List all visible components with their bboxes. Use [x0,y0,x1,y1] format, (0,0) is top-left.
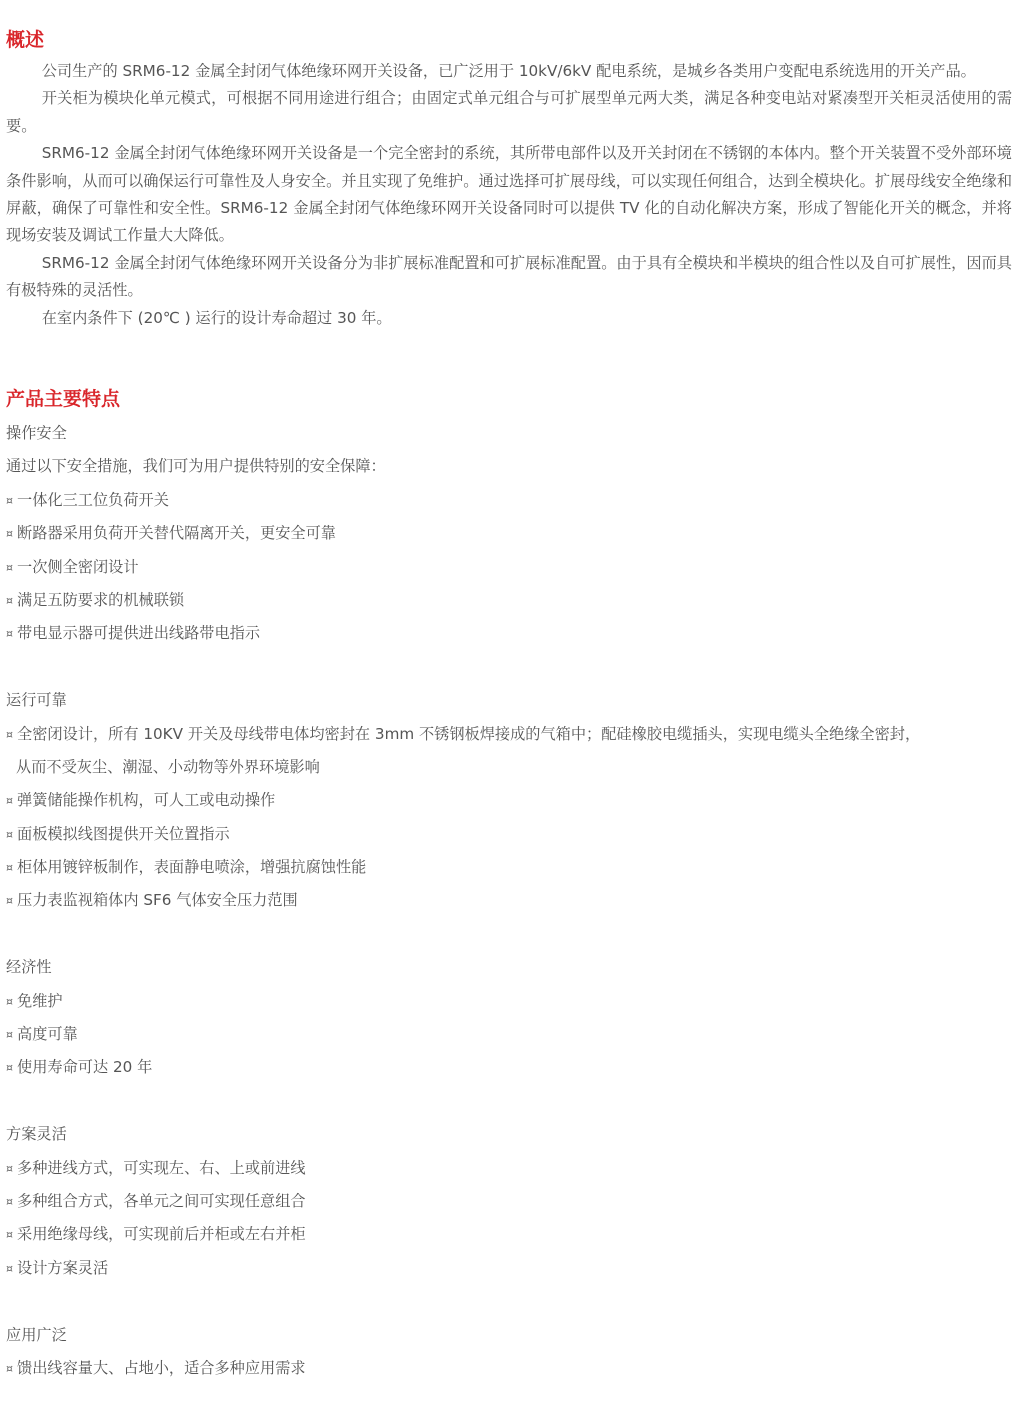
bullet-icon: ¤ [6,827,13,841]
bullet-icon: ¤ [6,527,13,541]
bullet-icon: ¤ [6,1061,13,1075]
bullet-icon: ¤ [6,1228,13,1242]
subsection-heading-economy: 经济性 [6,958,52,977]
list-item: ¤ 压力表监视箱体内 SF6 气体安全压力范围 [6,891,298,910]
bullet-icon: ¤ [6,727,13,741]
subsection-heading-application: 应用广泛 [6,1325,67,1344]
list-item: ¤ 带电显示器可提供进出线路带电指示 [6,624,260,643]
bullet-icon: ¤ [6,994,13,1008]
bullet-icon: ¤ [6,794,13,808]
list-item: ¤ 免维护 [6,991,63,1010]
bullet-icon: ¤ [6,1261,13,1275]
bullet-icon: ¤ [6,1028,13,1042]
subsection-heading-safety: 操作安全 [6,424,67,442]
bullet-icon: ¤ [6,593,13,607]
bullet-icon: ¤ [6,1194,13,1208]
features-title: 产品主要特点 [6,388,121,410]
bullet-icon: ¤ [6,560,13,574]
list-item: ¤ 馈出线容量大、占地小，适合多种应用需求 [6,1358,306,1377]
bullet-icon: ¤ [6,894,13,908]
list-item: ¤ 设计方案灵活 [6,1258,109,1277]
overview-paragraph: 在室内条件下 (20℃ ) 运行的设计寿命超过 30 年。 [41,308,392,327]
features-list [6,419,1012,1387]
spacer [6,1287,1012,1320]
list-item: ¤ 断路器采用负荷开关替代隔离开关，更安全可靠 [6,524,336,543]
overview-title: 概述 [6,29,45,51]
list-item: ¤ 多种组合方式，各单元之间可实现任意组合 [6,1191,306,1210]
overview-paragraph: SRM6-12 金属全封闭气体绝缘环网开关设备分为非扩展标准配置和可扩展标准配置。由于具有全模块和半模块的组合性以及自可扩展性，因而具有极特殊的灵活性。 [6,253,1012,300]
list-item: ¤ 全密闭设计，所有 10KV 开关及母线带电体均密封在 3mm 不锈钢板焊接成的气箱中；配硅橡胶电缆插头，实现电缆头全绝缘全密封， [6,724,921,743]
list-item: ¤ 弹簧储能操作机构，可人工或电动操作 [6,791,276,810]
bullet-icon: ¤ [6,1161,13,1175]
list-item: ¤ 柜体用镀锌板制作，表面静电喷涂，增强抗腐蚀性能 [6,858,367,877]
subsection-heading-flexibility: 方案灵活 [6,1125,67,1144]
bullet-icon: ¤ [6,627,13,641]
spacer [6,1087,1012,1120]
overview-paragraph: 开关柜为模块化单元模式，可根据不同用途进行组合；由固定式单元组合与可扩展型单元两大类，满足各种变电站对紧凑型开关柜灵活使用的需要。 [6,89,1012,135]
overview-paragraph: SRM6-12 金属全封闭气体绝缘环网开关设备是一个完全密封的系统，其所带电部件以及开关封闭在不锈钢的本体内。整个开关装置不受外部环境条件影响，从而可以确保运行可靠性及人身安全。并且实现了免维护。通过选择可扩展母线，可以实现任何组合，达到全模块化。扩展母线安全绝缘和屏蔽，确保了可靠性和安全性。SRM6-12 金属全封闭气体绝缘环网开关设备同时可以提供 TV 化的自动化解决方案，形成了智能化开关的概念，并将现场安装及调试工作量大大降低。 [6,144,1012,245]
list-item: ¤ 使用寿命可达 20 年 [6,1058,153,1077]
bullet-icon: ¤ [6,1361,13,1375]
list-item: ¤ 面板模拟线图提供开关位置指示 [6,824,230,843]
bullet-icon: ¤ [6,861,13,875]
overview-paragraph: 公司生产的 SRM6-12 金属全封闭气体绝缘环网开关设备，已广泛用于 10kV/6kV 配电系统，是城乡各类用户变配电系统选用的开关产品。 [41,62,976,80]
spacer [6,920,1012,953]
safety-intro: 通过以下安全措施，我们可为用户提供特别的安全保障： [6,457,386,476]
list-item: ¤ 一体化三工位负荷开关 [6,490,169,509]
subsection-heading-reliability: 运行可靠 [6,691,67,710]
list-item: ¤ 一次侧全密闭设计 [6,557,139,576]
spacer [6,653,1012,686]
bullet-icon: ¤ [6,493,13,507]
list-item-continuation: 从而不受灰尘、潮湿、小动物等外界环境影响 [16,757,320,776]
overview-body [6,58,1012,332]
list-item: ¤ 采用绝缘母线，可实现前后并柜或左右并柜 [6,1225,306,1244]
list-item: ¤ 高度可靠 [6,1025,78,1044]
list-item: ¤ 满足五防要求的机械联锁 [6,590,185,609]
list-item: ¤ 多种进线方式，可实现左、右、上或前进线 [6,1158,306,1177]
